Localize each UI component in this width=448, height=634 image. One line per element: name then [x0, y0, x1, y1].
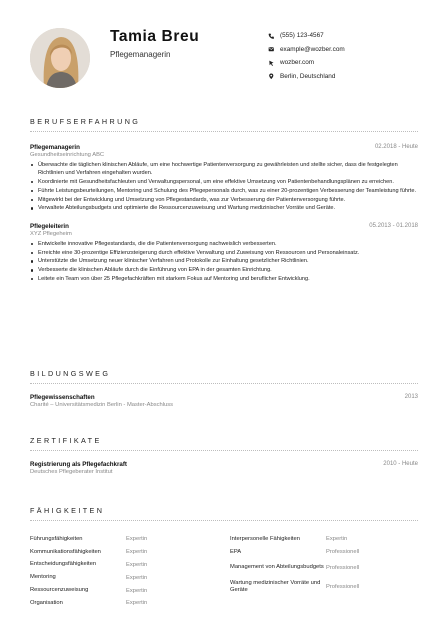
contact-phone-text: (555) 123-4567	[280, 32, 324, 40]
skill-name: Organisation	[30, 599, 63, 606]
contact-list	[268, 29, 345, 83]
skill-row	[30, 584, 218, 597]
skills-heading: FÄHIGKEITEN	[30, 506, 105, 515]
skill-name: Interpersonelle Fähigkeiten	[230, 535, 300, 542]
job-title: Pflegemanagerin	[110, 50, 171, 59]
skill-name: EPA	[230, 548, 242, 555]
job-role: Pflegemanagerin	[30, 144, 80, 151]
skill-row	[30, 546, 218, 559]
bullet-item: Überwachte die täglichen klinischen Abläufe, um eine hochwertige Patientenversorgung zu gewährleisten und stellte sicher, dass die festgelegten Richtlinien und Verfahren eingehalten wurden.	[30, 161, 418, 178]
bullet-item: Koordinierte mit Gesundheitsfachleuten und Verwaltungspersonal, um eine effektive Umsetzung von Patientenbehandlungsplänen zu erreichen.	[30, 178, 418, 186]
bullet-item: Verwaltete Abteilungsbudgets und optimierte die Ressourcenzuweisung und Wartung medizinischer Vorräte und Geräte.	[30, 204, 418, 212]
skill-name: Kommunikationsfähigkeiten	[30, 548, 101, 555]
skill-level: Expertin	[126, 549, 148, 556]
phone-icon	[268, 31, 280, 41]
skill-level: Expertin	[126, 587, 148, 594]
skill-level: Expertin	[126, 536, 148, 543]
education-heading: BILDUNGSWEG	[30, 369, 111, 378]
skill-row	[230, 578, 418, 597]
education-institution: Charité – Universitätsmedizin Berlin - Master-Abschluss	[30, 402, 174, 408]
certificate-date: 2010 - Heute	[383, 461, 418, 467]
skill-name: Führungsfähigkeiten	[30, 535, 83, 542]
skill-row	[230, 533, 418, 546]
person-name: Tamia Breu	[110, 28, 200, 45]
section-divider	[30, 520, 418, 521]
degree-name: Pflegewissenschaften	[30, 394, 95, 401]
section-divider	[30, 131, 418, 132]
experience-heading: BERUFSERFAHRUNG	[30, 117, 141, 126]
job-bullets	[30, 161, 418, 213]
bullet-item: Verbesserte die klinischen Abläufe durch die Einführung von EPA in der gesamten Einrichtung.	[30, 266, 418, 274]
skills-grid	[30, 533, 418, 610]
bullet-item: Leitete ein Team von über 25 Pflegefachkräften mit starkem Fokus auf Mentoring und beruflicher Entwicklung.	[30, 275, 418, 283]
bullet-item: Entwickelte innovative Pflegestandards, die die Patientenversorgung nachweislich verbesserten.	[30, 240, 418, 248]
contact-email-text[interactable]: example@wozber.com	[280, 45, 345, 53]
education-section	[30, 369, 418, 408]
skill-row	[230, 546, 418, 559]
certificate-name: Registrierung als Pflegefachkraft	[30, 461, 127, 468]
job-date: 05.2013 - 01.2018	[369, 222, 418, 229]
contact-email	[268, 43, 345, 57]
certificate-entry	[30, 461, 418, 475]
job-organization: XYZ Pflegeheim	[30, 230, 72, 237]
contact-location-text: Berlin, Deutschland	[280, 73, 336, 81]
bullet-item: Führte Leistungsbeurteilungen, Mentoring und Schulung des Pflegepersonals durch, was zu einer 20-prozentigen Verbesserung der Teamleistung führte.	[30, 187, 418, 195]
skill-level: Expertin	[326, 536, 348, 543]
section-divider	[30, 383, 418, 384]
certificate-issuer: Deutsches Pflegeberater Institut	[30, 469, 113, 475]
skill-row	[30, 533, 218, 546]
education-entry	[30, 394, 418, 408]
skill-name: Management von Abteilungsbudgets	[230, 564, 324, 571]
skill-row	[230, 559, 418, 578]
skill-level: Expertin	[126, 600, 148, 607]
avatar	[30, 28, 90, 88]
location-icon	[268, 72, 280, 82]
skill-name: Entscheidungsfähigkeiten	[30, 561, 97, 568]
certificates-heading: ZERTIFIKATE	[30, 436, 102, 445]
mail-icon	[268, 44, 280, 54]
skill-name: Ressourcenzuweisung	[30, 586, 89, 593]
skill-level: Expertin	[126, 574, 148, 581]
bullet-item: Unterstützte die Umsetzung neuer klinischer Verfahren und Protokolle zur Einhaltung gesetzlicher Richtlinien.	[30, 257, 418, 265]
education-date: 2013	[404, 394, 418, 400]
skill-name: Mentoring	[30, 574, 56, 581]
contact-website	[268, 56, 345, 70]
resume-header	[0, 0, 448, 110]
job-entry	[30, 144, 418, 213]
skills-column-left	[30, 533, 218, 610]
certificates-section	[30, 436, 418, 475]
contact-website-text[interactable]: wozber.com	[280, 59, 315, 67]
link-icon	[268, 58, 280, 68]
skills-section	[30, 506, 418, 610]
skill-row	[30, 571, 218, 584]
skill-row	[30, 559, 218, 572]
job-entry	[30, 223, 418, 283]
skills-column-right	[230, 533, 418, 610]
experience-section	[30, 117, 418, 284]
skill-level: Professionell	[326, 584, 360, 591]
contact-phone	[268, 29, 345, 43]
contact-location	[268, 70, 345, 84]
job-date: 02.2018 - Heute	[374, 144, 418, 150]
bullet-item: Mitgewirkt bei der Entwicklung und Umsetzung von Pflegestandards, was zur Verbesserung der Patientenversorgung führte.	[30, 196, 418, 204]
skill-name: Wartung medizinischer Vorräte und Geräte	[230, 579, 321, 594]
skill-level: Expertin	[126, 561, 148, 568]
job-bullets	[30, 240, 418, 283]
job-role: Pflegeleiterin	[30, 222, 69, 230]
section-divider	[30, 450, 418, 451]
skill-row	[30, 597, 218, 610]
job-organization: Gesundheitseinrichtung ABC	[30, 152, 105, 158]
skill-level: Professionell	[326, 549, 360, 556]
bullet-item: Erreichte eine 30-prozentige Effizienzsteigerung durch effektive Verwaltung und Zuweisung von Ressourcen und Personaleinsatz.	[30, 249, 418, 257]
profile-photo	[30, 28, 90, 88]
skill-level: Professionell	[326, 565, 360, 572]
